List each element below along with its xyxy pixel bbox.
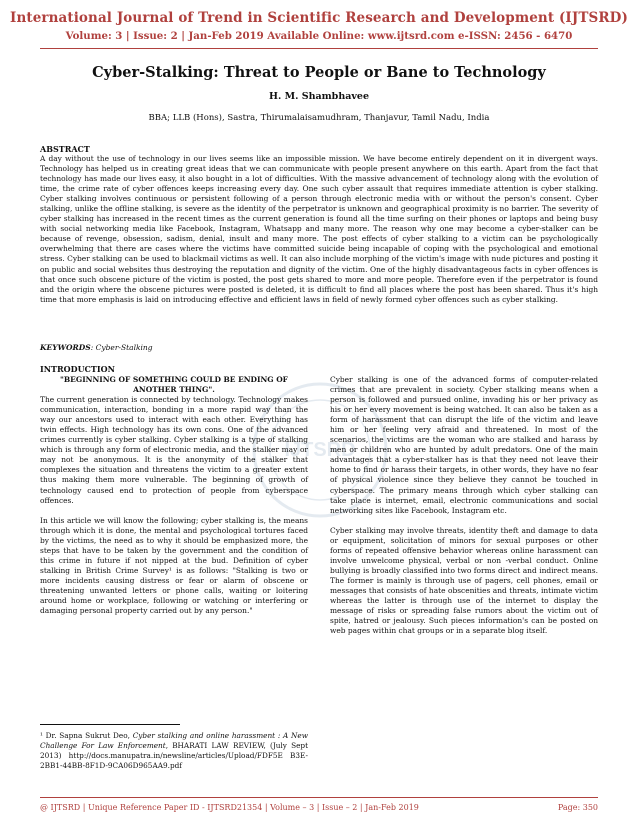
footnote [40,731,308,771]
paper-title: Cyber-Stalking: Threat to People or Bane to Technology [92,64,546,81]
footer-rule [40,797,598,798]
left-column [40,375,308,616]
footnote-source: , BHARATI LAW REVIEW, (July Sept 2013) http://docs.manupatra.in/newsline/articles/Upload/FDF5E B3E-2BB1-44BB-8F1D-9CA06D965AA9.pdf [40,741,308,770]
footnote-title: Cyber stalking and online harassment : A New Challenge For Law Enforcement [40,731,308,750]
keywords-value: : Cyber-Stalking [90,343,153,352]
introduction-heading: INTRODUCTION [40,364,115,374]
header-rule [40,48,598,49]
right-column [330,375,598,636]
keywords-label: KEYWORDS [40,343,91,352]
footnote-rule [40,724,180,725]
footnote-prefix: ¹ Dr. Sapna Sukrut Deo, [40,731,133,740]
abstract-heading: ABSTRACT [40,144,90,154]
left-paragraph-1: The current generation is connected by technology. Technology makes communication, interaction, bonding in a more rapid way than the way our ancestors used to interact with each other. Everything has twin effects. High technology has its own cons. One of the advanced crimes currently is cyber stalking. Cyber stalking is a type of stalking which is through any form of electronic media, and the stalker may or may not be anonymous. It is the anonymity of the stalker that complexes the situation and threatens the victim to a greater extent thus making them more vulnerable. The beginning of growth of technology caused end to protection of people from cyberspace offences. [40,395,308,505]
journal-title: International Journal of Trend in Scientific Research and Development (IJTSRD) [10,10,628,26]
author-affiliation: BBA; LLB (Hons), Sastra, Thirumalaisamudhram, Thanjavur, Tamil Nadu, India [148,113,490,123]
left-paragraph-2: In this article we will know the following; cyber stalking is, the means through which it is done, the mental and psychological tortures faced by the victims, the need as to why it should be emphasized more, the steps that have to be taken by the government and the condition of this crime in future if not nipped at the bud. Definition of cyber stalking in British Crime Survey¹ is as follows: "Stalking is two or more incidents causing distress or fear or alarm of obscene or threatening unwanted letters or phone calls, waiting or loitering around home or workplace, following or watching or interfering or damaging personal property carried out by any person." [40,515,308,616]
footer-reference: @ IJTSRD | Unique Reference Paper ID - IJTSRD21354 | Volume – 3 | Issue – 2 | Jan-Feb 2019 [40,803,419,812]
keywords-line [40,343,153,352]
abstract-text: A day without the use of technology in our lives seems like an impossible mission. We have become entirely dependent on it in divergent ways. Technology has helped us in creating great ideas that we can communicate with people present anywhere on this earth. Apart from the fact that technology has made our lives easy, it also bought in a lot of difficulties. With the massive advancement of technology along with the evolution of time, the crime rate of cyber offences keeps increasing every day. One such cyber assault that requires immediate attention is cyber stalking. Cyber stalking involves continuous or persistent following of a person through electronic media with or without the person's consent. Cyber stalking, unlike the offline stalking, is severe as the identity of the perpetrator is unknown and geographical proximity is no barrier. The severity of cyber stalking has increased in the recent times as the current generation is found all the time surfing on their phones or laptops and being busy with social networking media like Facebook, Instagram, Whatsapp and many more. The reason why one may become a cyber-stalker can be because of revenge, obsession, sadism, denial, insult and many more. The post effects of cyber stalking to a victim can be psychologically overwhelming that there are cases where the victims have committed suicide being incapable of coping with the psychological and emotional stress. Cyber stalking can be used to blackmail victims as well. It can also include morphing of the victim's image with nude pictures and posting it on public and social websites thus destroying the reputation and dignity of the victim. One of the highly disadvantageous facts in cyber offences is that once such obscene picture of the victim is posted, the post gets shared to more and more people. Therefore even if the perpetrator is found and the origin where the obscene pictures were posted is deleted, it is difficult to find all places where the post has been shared. Thus it's high time that more emphasis is laid on introducing effective and efficient laws in field of newly formed cyber offences such as cyber stalking. [40,154,598,304]
quote-heading: "BEGINNING OF SOMETHING COULD BE ENDING OF ANOTHER THING". [60,375,288,395]
journal-volume-line: Volume: 3 | Issue: 2 | Jan-Feb 2019 Available Online: www.ijtsrd.com e-ISSN: 2456 - 6470 [65,30,573,42]
watermark-text: IJTSRD [284,439,356,461]
page-number: Page: 350 [557,803,598,812]
paper-author: H. M. Shambhavee [268,91,369,102]
right-paragraph-2: Cyber stalking may involve threats, identity theft and damage to data or equipment, solicitation of minors for sexual purposes or other forms of repeated offensive behavior whereas online harassment can involve unwelcome physical, verbal or non -verbal conduct. Online bullying is broadly classified into two forms direct and indirect means. The former is mainly is through use of pagers, cell phones, email or messages that consists of hate obscenities and threats, intimate victim whereas the latter is through use of the internet to display the message of risks or spreading false rumors about the victim out of spite, hatred or jealousy. Such pieces information's can be posted on web pages within chat groups or in a separate blog itself. [330,525,598,636]
right-paragraph-1: Cyber stalking is one of the advanced forms of computer-related crimes that are prevalent in society. Cyber stalking means when a person is followed and pursued online, invading his or her privacy as his or her every movement is being watched. It can also be taken as a form of harassment that can disrupt the life of the victim and leave him or her feeling very afraid and threatened. In most of the scenarios, the victims are the woman who are stalked and harass by men or children who are hunted by adult predators. One of the main advantages that a cyber-stalker has is that they need not leave their home to find or harass their targets, in other words, they have no fear of physical violence since they believe they cannot be touched in cyberspace. The primary means through which cyber stalking can take place is internet, email, electronic communications and social networking sites like Facebook, Instagram etc. [330,375,598,515]
